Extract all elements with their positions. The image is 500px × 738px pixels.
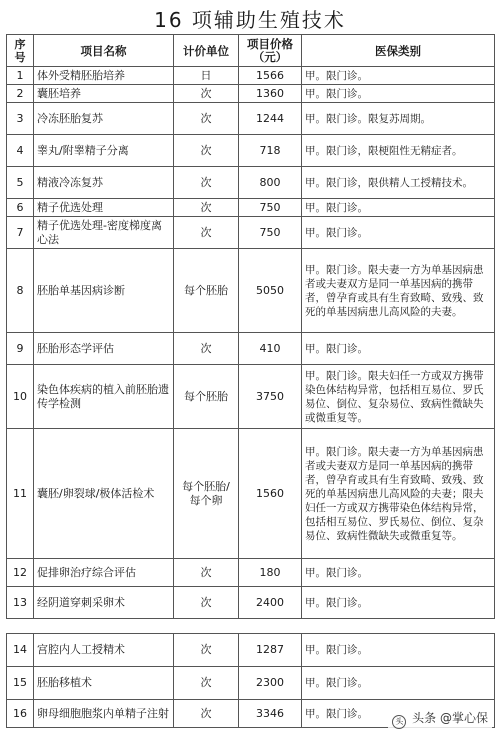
row-no: 5 [7, 167, 34, 199]
header-no: 序号 [7, 35, 34, 67]
row-unit: 次 [174, 167, 239, 199]
row-unit: 次 [174, 217, 239, 249]
row-unit: 次 [174, 587, 239, 619]
row-price: 410 [239, 333, 302, 365]
row-insurance: 甲。限门诊。限复苏周期。 [302, 103, 495, 135]
row-price: 1244 [239, 103, 302, 135]
row-name: 囊胚培养 [34, 85, 174, 103]
header-name: 项目名称 [34, 35, 174, 67]
row-unit: 每个胚胎 [174, 249, 239, 333]
page-title: 16 项辅助生殖技术 [154, 8, 346, 32]
row-insurance: 甲。限门诊。限夫妻一方为单基因病患者或夫妻双方是同一单基因病的携带者，曾孕育或具有生育致畸、致残、致死的单基因病患儿高风险的夫妻。 [302, 249, 495, 333]
table-row [7, 217, 495, 249]
row-price: 750 [239, 199, 302, 217]
table-row [7, 634, 495, 667]
row-unit: 次 [174, 333, 239, 365]
header-insurance: 医保类别 [302, 35, 495, 67]
row-name: 胚胎形态学评估 [34, 333, 174, 365]
row-no: 6 [7, 199, 34, 217]
row-price: 800 [239, 167, 302, 199]
row-unit: 每个胚胎 [174, 365, 239, 429]
row-name: 体外受精胚胎培养 [34, 67, 174, 85]
row-price: 180 [239, 559, 302, 587]
row-name: 促排卵治疗综合评估 [34, 559, 174, 587]
row-no: 2 [7, 85, 34, 103]
row-no: 12 [7, 559, 34, 587]
row-no: 13 [7, 587, 34, 619]
row-price: 1287 [239, 634, 302, 667]
row-no: 4 [7, 135, 34, 167]
row-insurance: 甲。限门诊。 [302, 67, 495, 85]
row-insurance: 甲。限门诊，限梗阻性无精症者。 [302, 135, 495, 167]
row-no: 11 [7, 429, 34, 559]
row-unit: 日 [174, 67, 239, 85]
row-name: 睾丸/附睾精子分离 [34, 135, 174, 167]
table-row [7, 67, 495, 85]
header-price: 项目价格 （元） [239, 35, 302, 67]
row-no: 10 [7, 365, 34, 429]
row-name: 经阴道穿刺采卵术 [34, 587, 174, 619]
row-insurance: 甲。限门诊。 [302, 667, 495, 700]
watermark-logo-icon: 头 [392, 715, 406, 729]
table-row [7, 135, 495, 167]
row-name: 精子优选处理 [34, 199, 174, 217]
row-unit: 次 [174, 199, 239, 217]
row-insurance: 甲。限门诊。 [302, 700, 495, 728]
row-no: 1 [7, 67, 34, 85]
row-unit: 次 [174, 559, 239, 587]
row-name: 胚胎单基因病诊断 [34, 249, 174, 333]
row-insurance: 甲。限门诊。 [302, 634, 495, 667]
row-no: 8 [7, 249, 34, 333]
table-header-row [7, 35, 495, 67]
row-insurance: 甲。限门诊。 [302, 559, 495, 587]
row-name: 囊胚/卵裂球/极体活检术 [34, 429, 174, 559]
row-name: 精子优选处理-密度梯度离心法 [34, 217, 174, 249]
table-row [7, 199, 495, 217]
row-name: 卵母细胞胞浆内单精子注射 [34, 700, 174, 728]
table-row [7, 365, 495, 429]
row-insurance: 甲。限门诊。 [302, 85, 495, 103]
row-no: 9 [7, 333, 34, 365]
row-no: 15 [7, 667, 34, 700]
row-unit: 次 [174, 135, 239, 167]
row-price: 2300 [239, 667, 302, 700]
row-unit: 次 [174, 667, 239, 700]
row-unit: 次 [174, 634, 239, 667]
row-insurance: 甲。限门诊。限夫妻一方为单基因病患者或夫妻双方是同一单基因病的携带者，曾孕育或具有生育致畸、致残、致死的单基因病患儿高风险的夫妻；限夫妇任一方或双方携带染色体结构异常，包括相互易位、罗氏易位、倒位、复杂易位、致病性微缺失或微重复等。 [302, 429, 495, 559]
row-no: 3 [7, 103, 34, 135]
row-price: 1560 [239, 429, 302, 559]
table-row [7, 667, 495, 700]
row-price: 2400 [239, 587, 302, 619]
table-row [7, 249, 495, 333]
row-name: 胚胎移植术 [34, 667, 174, 700]
row-insurance: 甲。限门诊。 [302, 199, 495, 217]
row-price: 718 [239, 135, 302, 167]
row-price: 1566 [239, 67, 302, 85]
table-row [7, 167, 495, 199]
row-name: 染色体疾病的植入前胚胎遗传学检测 [34, 365, 174, 429]
table-row [7, 333, 495, 365]
row-name: 冷冻胚胎复苏 [34, 103, 174, 135]
row-insurance: 甲。限门诊，限供精人工授精技术。 [302, 167, 495, 199]
table-row [7, 85, 495, 103]
table-row [7, 429, 495, 559]
row-unit: 次 [174, 103, 239, 135]
row-insurance: 甲。限门诊。 [302, 333, 495, 365]
row-name: 精液冷冻复苏 [34, 167, 174, 199]
watermark [388, 708, 492, 730]
tech-price-table [6, 34, 495, 619]
row-no: 16 [7, 700, 34, 728]
table-row [7, 103, 495, 135]
row-unit: 次 [174, 85, 239, 103]
row-price: 750 [239, 217, 302, 249]
row-price: 5050 [239, 249, 302, 333]
row-price: 3750 [239, 365, 302, 429]
table-row [7, 587, 495, 619]
table-row [7, 559, 495, 587]
row-insurance: 甲。限门诊。 [302, 587, 495, 619]
row-name: 宫腔内人工授精术 [34, 634, 174, 667]
row-unit: 次 [174, 700, 239, 728]
row-price: 1360 [239, 85, 302, 103]
row-price: 3346 [239, 700, 302, 728]
row-no: 14 [7, 634, 34, 667]
row-unit: 每个胚胎/每个卵 [174, 429, 239, 559]
header-unit: 计价单位 [174, 35, 239, 67]
row-insurance: 甲。限门诊。 [302, 217, 495, 249]
row-no: 7 [7, 217, 34, 249]
row-insurance: 甲。限门诊。限夫妇任一方或双方携带染色体结构异常，包括相互易位、罗氏易位、倒位、复杂易位、致病性微缺失或微重复等。 [302, 365, 495, 429]
watermark-text: 头条 @掌心保 [412, 711, 488, 725]
